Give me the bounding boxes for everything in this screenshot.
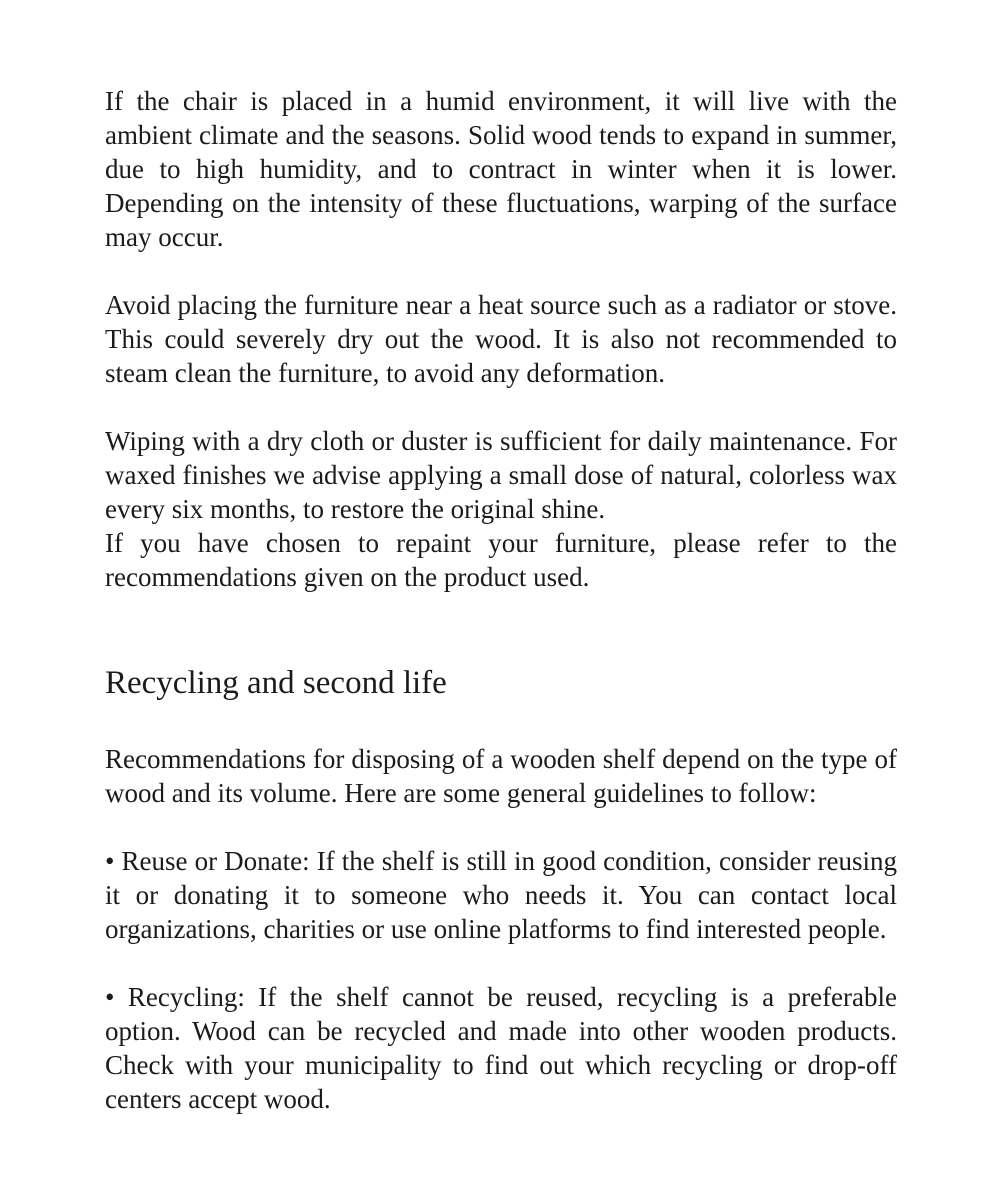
paragraph-recycling-intro: Recommendations for disposing of a wooden shelf depend on the type of wood and its volume. Here are some general guidelines to follow:	[105, 744, 897, 808]
bullet-text-recycling: Recycling: If the shelf cannot be reused, recycling is a preferable option. Wood can be recycled and made into other wooden products. Check with your municipality to find out which recycling or drop-off centers accept wood.	[105, 982, 898, 1114]
paragraph-maintenance: Wiping with a dry cloth or duster is sufficient for daily maintenance. For waxed finishes we advise applying a small dose of natural, colorless wax every six months, to restore the original shine.	[105, 426, 897, 524]
bullet-icon: •	[105, 846, 115, 876]
paragraph-heat-source: Avoid placing the furniture near a heat source such as a radiator or stove. This could severely dry out the wood. It is also not recommended to steam clean the furniture, to avoid any deformation.	[105, 290, 897, 388]
bullet-icon: •	[105, 982, 115, 1012]
paragraph-repaint: If you have chosen to repaint your furniture, please refer to the recommendations given on the product used.	[105, 528, 897, 592]
bullet-item-recycling	[105, 980, 897, 1116]
bullet-text-reuse-or-donate: Reuse or Donate: If the shelf is still in good condition, consider reusing it or donating it to someone who needs it. You can contact local organizations, charities or use online platforms to find interested people.	[105, 846, 898, 944]
bullet-item-reuse-or-donate	[105, 844, 897, 946]
section-heading-recycling: Recycling and second life	[105, 665, 447, 701]
paragraph-humidity: If the chair is placed in a humid environment, it will live with the ambient climate and the seasons. Solid wood tends to expand in summer, due to high humidity, and to contract in winter when it is lower. Depending on the intensity of these fluctuations, warping of the surface may occur.	[105, 86, 897, 252]
